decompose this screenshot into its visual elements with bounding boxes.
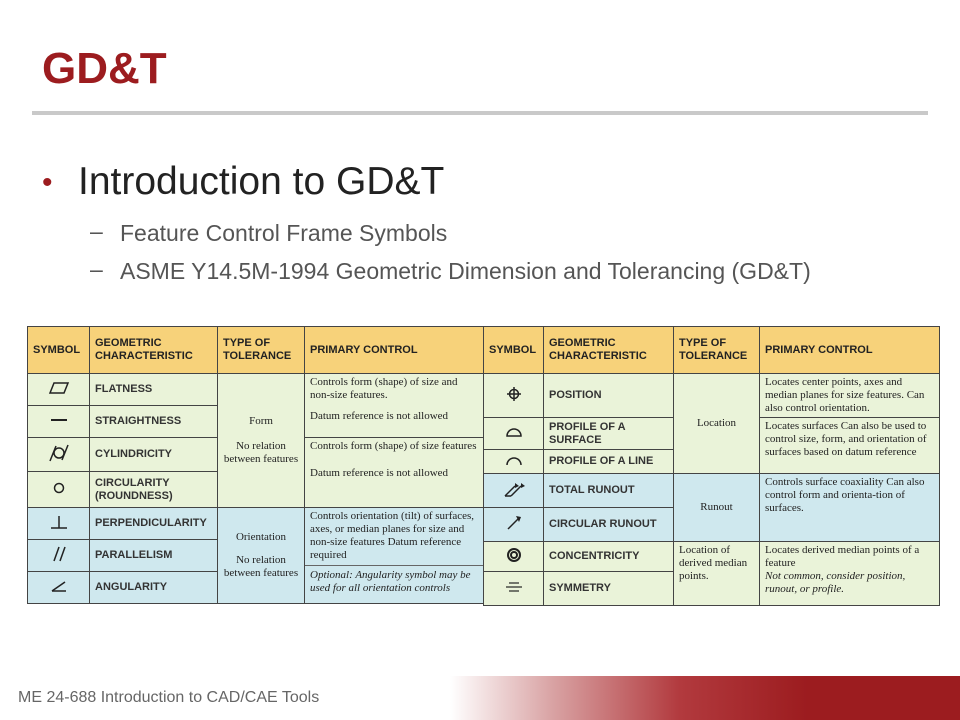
header-symbol: SYMBOL <box>28 327 90 374</box>
form-control-cell-1 <box>305 374 484 438</box>
derived-location-label: Location of derived median points. <box>679 544 748 582</box>
dash-icon: – <box>90 218 103 244</box>
flatness-icon <box>28 374 90 406</box>
form-datum-text: Datum reference is not allowed <box>310 410 449 422</box>
location-type-cell <box>674 374 760 474</box>
table-row <box>28 374 484 406</box>
position-icon <box>484 374 544 418</box>
orientation-control-cell <box>305 508 484 604</box>
parallelism-icon <box>28 540 90 572</box>
form-type-note: No relation between features <box>223 440 299 465</box>
location-type-label: Location <box>696 417 737 429</box>
orientation-type-note: No relation between features <box>223 554 299 579</box>
characteristic-name: PROFILE OF A SURFACE <box>544 418 674 450</box>
form-control-cell-2 <box>305 438 484 508</box>
runout-control-text: Controls surface coaxiality Can also control form and orienta-tion of surfaces. <box>765 476 925 514</box>
location-control-cell-1 <box>760 374 940 418</box>
footer-accent-bar <box>450 676 960 720</box>
characteristic-name: POSITION <box>544 374 674 418</box>
table-row <box>484 374 940 418</box>
characteristic-name: PERPENDICULARITY <box>90 508 218 540</box>
gdt-table-right <box>483 326 940 606</box>
concentricity-icon <box>484 542 544 572</box>
main-bullet-text: Introduction to GD&T <box>78 160 445 203</box>
form-type-label: Form <box>249 415 273 427</box>
derived-location-type-cell <box>674 542 760 606</box>
form-control-text: Controls form (shape) of size and non-size features. <box>310 376 458 401</box>
form-control-text: Controls form (shape) of size features <box>310 440 477 452</box>
form-datum-text: Datum reference is not allowed <box>310 467 449 479</box>
gdt-table-left <box>27 326 484 604</box>
characteristic-name: STRAIGHTNESS <box>90 406 218 438</box>
perpendicularity-icon <box>28 508 90 540</box>
cylindricity-icon <box>28 438 90 472</box>
angularity-icon <box>28 572 90 604</box>
straightness-icon <box>28 406 90 438</box>
dash-icon: – <box>90 256 103 282</box>
location-control-text: Locates surfaces Can also be used to control size, form, and orientation of surfaces based on datum reference <box>765 420 927 458</box>
header-control: PRIMARY CONTROL <box>305 327 484 374</box>
header-type: TYPE OF TOLERANCE <box>218 327 305 374</box>
runout-control-cell <box>760 474 940 542</box>
table-row <box>484 542 940 572</box>
characteristic-name: PARALLELISM <box>90 540 218 572</box>
header-control: PRIMARY CONTROL <box>760 327 940 374</box>
circularity-icon <box>28 472 90 508</box>
runout-type-cell <box>674 474 760 542</box>
sub-bullet-2-text: ASME Y14.5M-1994 Geometric Dimension and Tolerancing (GD&T) <box>120 258 811 284</box>
bullet-dot: • <box>42 166 53 199</box>
header-symbol: SYMBOL <box>484 327 544 374</box>
characteristic-name: SYMMETRY <box>544 572 674 606</box>
derived-location-note: Not common, consider position, runout, or profile. <box>765 570 906 595</box>
sub-bullet-1-text: Feature Control Frame Symbols <box>120 220 448 246</box>
total-runout-icon <box>484 474 544 508</box>
characteristic-name: ANGULARITY <box>90 572 218 604</box>
profile-line-icon <box>484 450 544 474</box>
characteristic-name: CONCENTRICITY <box>544 542 674 572</box>
header-type: TYPE OF TOLERANCE <box>674 327 760 374</box>
characteristic-name: FLATNESS <box>90 374 218 406</box>
characteristic-name: CIRCULAR RUNOUT <box>544 508 674 542</box>
location-control-text: Locates center points, axes and median planes for size features. Can also control orientation. <box>765 376 925 414</box>
derived-location-control-cell <box>760 542 940 606</box>
characteristic-name: CIRCULARITY (ROUNDNESS) <box>90 472 218 508</box>
table-row <box>28 508 484 540</box>
table-row <box>484 474 940 508</box>
profile-surface-icon <box>484 418 544 450</box>
title-divider <box>32 111 928 115</box>
location-control-cell-2 <box>760 418 940 474</box>
footer-text: ME 24-688 Introduction to CAD/CAE Tools <box>18 689 320 706</box>
derived-location-control-text: Locates derived median points of a feature <box>765 544 920 569</box>
circular-runout-icon <box>484 508 544 542</box>
header-characteristic: GEOMETRIC CHARACTERISTIC <box>544 327 674 374</box>
orientation-type-cell <box>218 508 305 604</box>
slide-title: GD&T <box>42 44 167 93</box>
orientation-type-label: Orientation <box>235 531 287 543</box>
header-characteristic: GEOMETRIC CHARACTERISTIC <box>90 327 218 374</box>
characteristic-name: TOTAL RUNOUT <box>544 474 674 508</box>
orientation-control-text: Controls orientation (tilt) of surfaces, axes, or median planes for size and non-size features Datum reference required <box>310 510 475 561</box>
characteristic-name: CYLINDRICITY <box>90 438 218 472</box>
characteristic-name: PROFILE OF A LINE <box>544 450 674 474</box>
form-type-cell <box>218 374 305 508</box>
runout-type-label: Runout <box>700 501 733 513</box>
orientation-optional-text: Optional: Angularity symbol may be used for all orientation controls <box>310 569 471 594</box>
cell-divider <box>305 565 483 566</box>
symmetry-icon <box>484 572 544 606</box>
